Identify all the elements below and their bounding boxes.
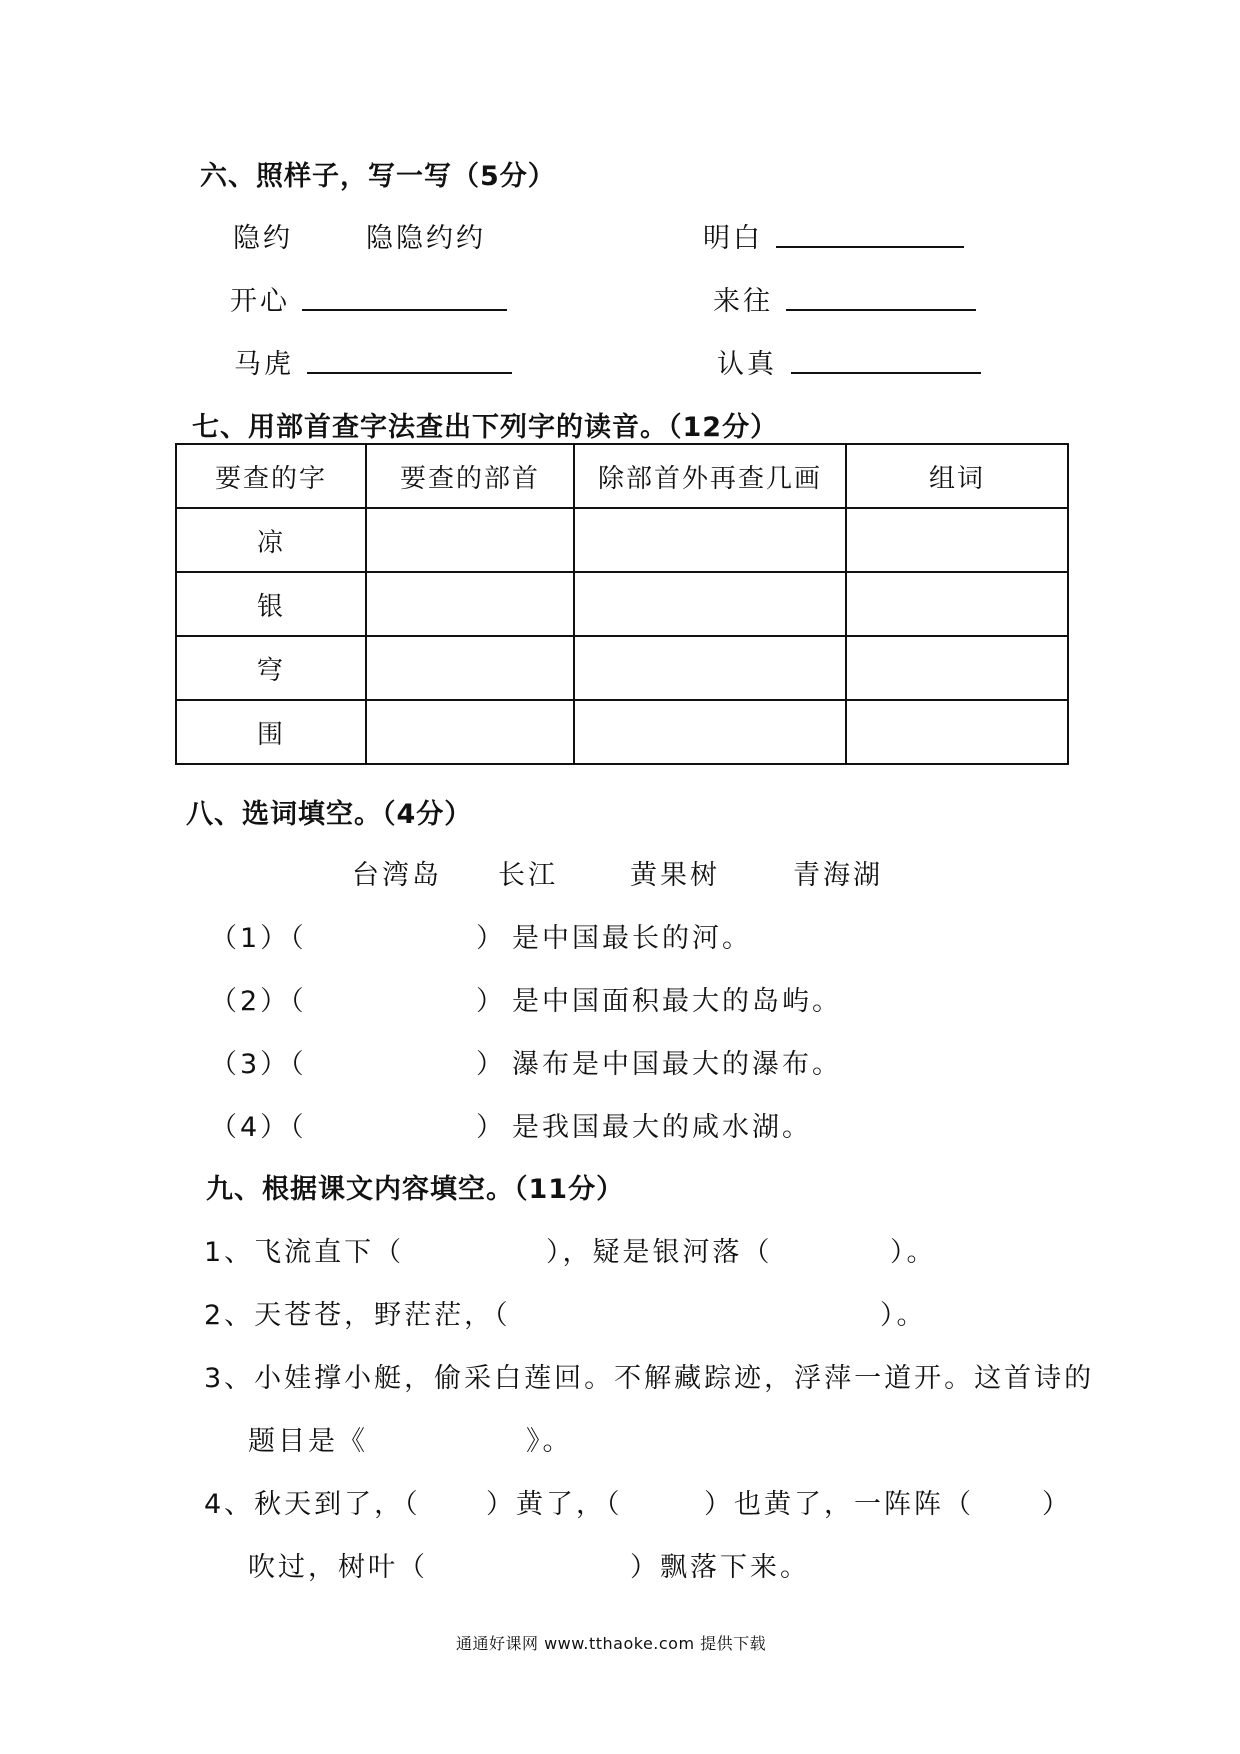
stroke-count-cell[interactable] xyxy=(574,700,846,764)
item-kaixin: 开心 xyxy=(230,286,290,317)
word-cell[interactable] xyxy=(846,636,1068,700)
q9-4-part-e: 吹过，树叶（ xyxy=(248,1552,428,1583)
q9-3-title-close: 》。 xyxy=(526,1426,573,1457)
section8-heading: 八、选词填空。（4分） xyxy=(186,799,473,830)
question-number: （2）（ xyxy=(210,986,307,1017)
word-option: 黄果树 xyxy=(630,860,720,891)
question-text: 是我国最大的咸水湖。 xyxy=(512,1112,812,1143)
word-option: 青海湖 xyxy=(793,860,883,891)
footer-source: 通通好课网 www.tthaoke.com 提供下载 xyxy=(456,1634,767,1653)
section9-heading: 九、根据课文内容填空。（11分） xyxy=(206,1174,625,1205)
question-number: （3）（ xyxy=(210,1049,307,1080)
character-cell: 围 xyxy=(176,700,366,764)
word-option: 台湾岛 xyxy=(352,860,442,891)
q9-4-part-c: ）也黄了，一阵阵（ xyxy=(704,1489,974,1520)
q9-3-title-open: 题目是《 xyxy=(248,1426,368,1457)
character-cell: 银 xyxy=(176,572,366,636)
question-text: 瀑布是中国最大的瀑布。 xyxy=(512,1049,842,1080)
radical-cell[interactable] xyxy=(366,636,574,700)
close-paren: ） xyxy=(476,1112,506,1143)
radical-cell[interactable] xyxy=(366,700,574,764)
column-header: 要查的部首 xyxy=(366,444,574,508)
q9-2-part-b: ）。 xyxy=(880,1300,927,1331)
character-cell: 凉 xyxy=(176,508,366,572)
answer-blank-mingbai[interactable] xyxy=(776,246,964,248)
question-number: （4）（ xyxy=(210,1112,307,1143)
q9-2-part-a: 2、天苍苍，野茫茫，（ xyxy=(204,1300,511,1331)
word-option: 长江 xyxy=(498,860,558,891)
section6-heading: 六、照样子，写一写（5分） xyxy=(200,161,556,192)
question-text: 是中国最长的河。 xyxy=(512,923,752,954)
word-cell[interactable] xyxy=(846,572,1068,636)
table-row xyxy=(176,700,1068,764)
answer-blank-mahu[interactable] xyxy=(307,372,512,374)
question-number: （1）（ xyxy=(210,923,307,954)
radical-lookup-table xyxy=(175,443,1069,765)
answer-blank-kaixin[interactable] xyxy=(302,309,507,311)
question-text: 是中国面积最大的岛屿。 xyxy=(512,986,842,1017)
table-header-row xyxy=(176,444,1068,508)
character-cell: 穹 xyxy=(176,636,366,700)
radical-cell[interactable] xyxy=(366,508,574,572)
column-header: 要查的字 xyxy=(176,444,366,508)
stroke-count-cell[interactable] xyxy=(574,508,846,572)
close-paren: ） xyxy=(476,1049,506,1080)
item-mingbai: 明白 xyxy=(703,223,763,254)
close-paren: ） xyxy=(476,986,506,1017)
q9-4-part-a: 4、秋天到了，（ xyxy=(204,1489,421,1520)
example-word: 隐约 xyxy=(233,223,293,254)
column-header: 组词 xyxy=(846,444,1068,508)
stroke-count-cell[interactable] xyxy=(574,572,846,636)
item-renzhen: 认真 xyxy=(717,349,777,380)
q9-3-line1: 3、小娃撑小艇，偷采白莲回。不解藏踪迹，浮萍一道开。这首诗的 xyxy=(204,1363,1095,1394)
close-paren: ） xyxy=(476,923,506,954)
table-row xyxy=(176,636,1068,700)
word-cell[interactable] xyxy=(846,700,1068,764)
q9-1-part-b: ），疑是银河落（ xyxy=(546,1237,773,1268)
column-header: 除部首外再查几画 xyxy=(574,444,846,508)
item-laiwang: 来往 xyxy=(713,286,773,317)
word-cell[interactable] xyxy=(846,508,1068,572)
answer-blank-renzhen[interactable] xyxy=(791,372,981,374)
q9-4-part-b: ）黄了，（ xyxy=(486,1489,623,1520)
stroke-count-cell[interactable] xyxy=(574,636,846,700)
section7-heading: 七、用部首查字法查出下列字的读音。（12分） xyxy=(192,412,779,443)
q9-1-part-a: 1、飞流直下（ xyxy=(204,1237,405,1268)
item-mahu: 马虎 xyxy=(234,349,294,380)
q9-4-part-f: ）飘落下来。 xyxy=(630,1552,810,1583)
q9-4-part-d: ） xyxy=(1042,1489,1072,1520)
table-row xyxy=(176,572,1068,636)
table-row xyxy=(176,508,1068,572)
answer-blank-laiwang[interactable] xyxy=(786,309,976,311)
example-answer: 隐隐约约 xyxy=(366,223,486,254)
q9-1-part-c: ）。 xyxy=(890,1237,937,1268)
radical-cell[interactable] xyxy=(366,572,574,636)
